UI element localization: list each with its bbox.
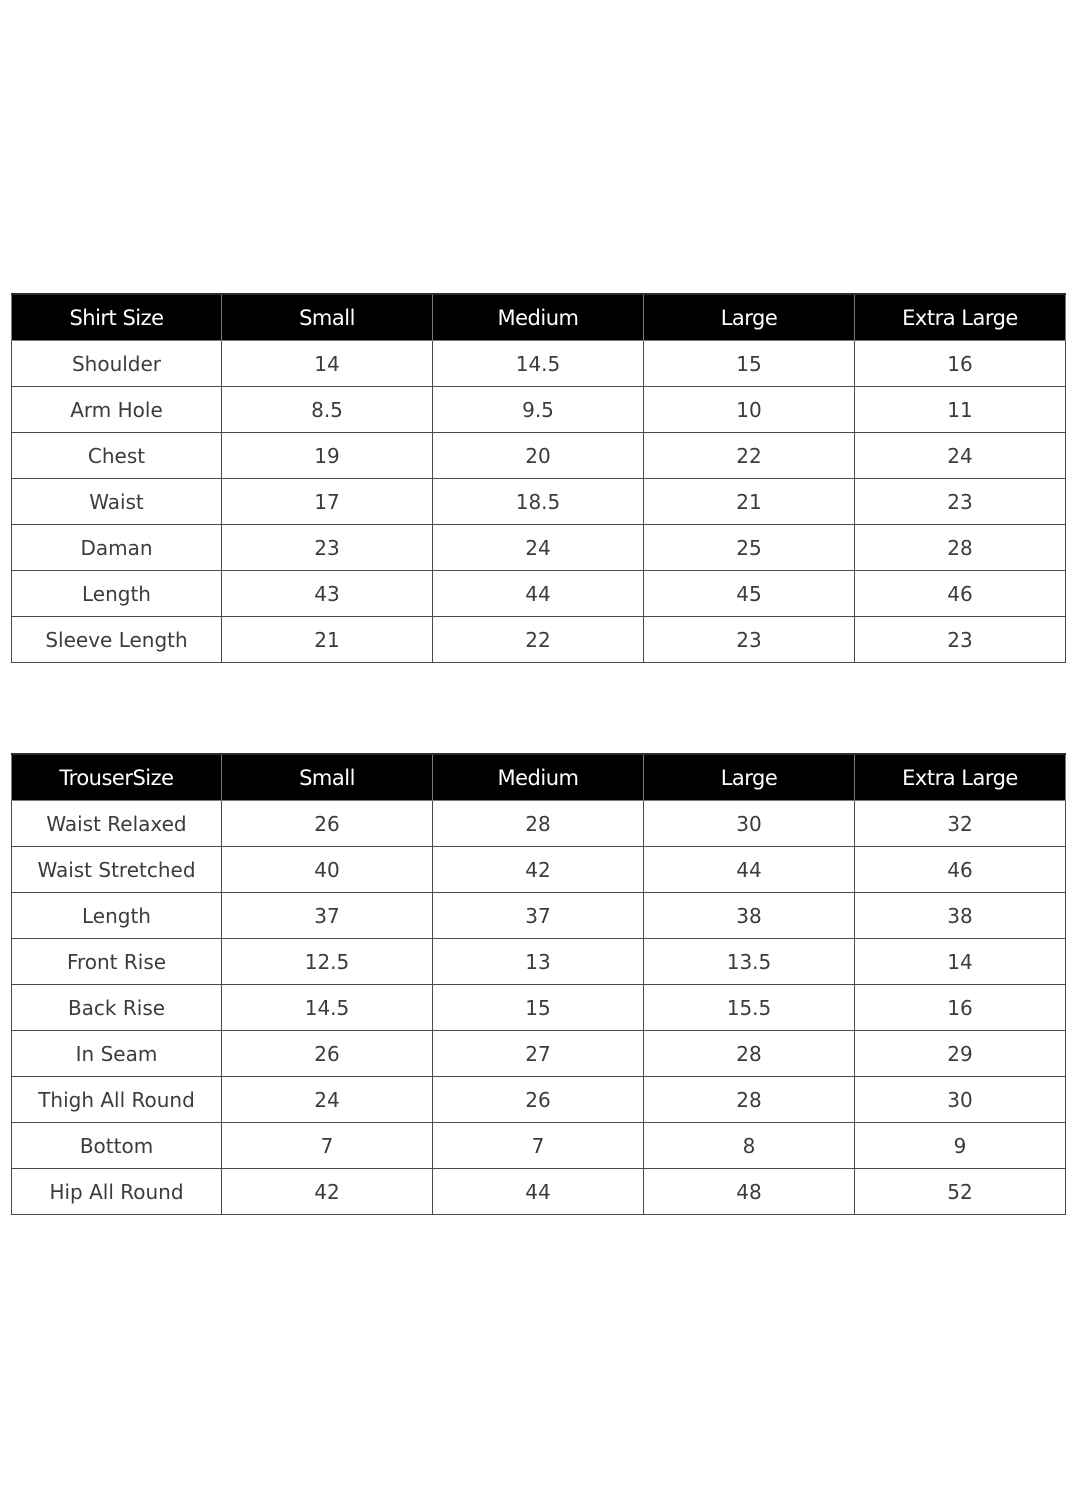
table-cell: 24 (433, 525, 644, 571)
table-cell: 22 (644, 433, 855, 479)
measurement-label: Front Rise (12, 939, 222, 985)
table-cell: 8.5 (222, 387, 433, 433)
measurement-label: Chest (12, 433, 222, 479)
table-cell: 7 (222, 1123, 433, 1169)
table-cell: 44 (644, 847, 855, 893)
table-cell: 28 (855, 525, 1066, 571)
table-cell: 19 (222, 433, 433, 479)
table-row (12, 341, 1066, 387)
table-cell: 9 (855, 1123, 1066, 1169)
table-cell: 26 (222, 801, 433, 847)
trouser-header-large: Large (644, 754, 855, 801)
table-cell: 15 (644, 341, 855, 387)
trouser-header-medium: Medium (433, 754, 644, 801)
shirt-header-row (12, 294, 1066, 341)
measurement-label: Waist (12, 479, 222, 525)
table-cell: 14.5 (222, 985, 433, 1031)
shirt-header-extra-large: Extra Large (855, 294, 1066, 341)
table-cell: 38 (644, 893, 855, 939)
table-cell: 40 (222, 847, 433, 893)
table-cell: 26 (222, 1031, 433, 1077)
table-row (12, 801, 1066, 847)
measurement-label: Length (12, 893, 222, 939)
table-cell: 23 (855, 617, 1066, 663)
table-cell: 10 (644, 387, 855, 433)
table-cell: 9.5 (433, 387, 644, 433)
table-cell: 23 (644, 617, 855, 663)
table-cell: 28 (433, 801, 644, 847)
trouser-size-table (11, 753, 1066, 1215)
trouser-header-extra-large: Extra Large (855, 754, 1066, 801)
table-cell: 28 (644, 1077, 855, 1123)
table-cell: 42 (222, 1169, 433, 1215)
measurement-label: In Seam (12, 1031, 222, 1077)
table-cell: 17 (222, 479, 433, 525)
table-row (12, 433, 1066, 479)
table-cell: 44 (433, 1169, 644, 1215)
table-cell: 22 (433, 617, 644, 663)
table-cell: 28 (644, 1031, 855, 1077)
table-cell: 24 (222, 1077, 433, 1123)
table-row (12, 387, 1066, 433)
table-cell: 26 (433, 1077, 644, 1123)
table-cell: 37 (433, 893, 644, 939)
table-cell: 29 (855, 1031, 1066, 1077)
table-cell: 16 (855, 985, 1066, 1031)
table-cell: 42 (433, 847, 644, 893)
trouser-header-row (12, 754, 1066, 801)
table-cell: 38 (855, 893, 1066, 939)
measurement-label: Back Rise (12, 985, 222, 1031)
shirt-header-small: Small (222, 294, 433, 341)
table-row (12, 847, 1066, 893)
table-cell: 14 (222, 341, 433, 387)
measurement-label: Length (12, 571, 222, 617)
measurement-label: Sleeve Length (12, 617, 222, 663)
measurement-label: Thigh All Round (12, 1077, 222, 1123)
table-cell: 23 (222, 525, 433, 571)
measurement-label: Waist Stretched (12, 847, 222, 893)
table-cell: 16 (855, 341, 1066, 387)
table-cell: 12.5 (222, 939, 433, 985)
table-cell: 48 (644, 1169, 855, 1215)
table-cell: 27 (433, 1031, 644, 1077)
table-row (12, 1169, 1066, 1215)
trouser-header-small: Small (222, 754, 433, 801)
table-cell: 7 (433, 1123, 644, 1169)
table-row (12, 479, 1066, 525)
table-cell: 14 (855, 939, 1066, 985)
shirt-header-size: Shirt Size (12, 294, 222, 341)
table-cell: 37 (222, 893, 433, 939)
measurement-label: Hip All Round (12, 1169, 222, 1215)
table-cell: 45 (644, 571, 855, 617)
measurement-label: Shoulder (12, 341, 222, 387)
table-row (12, 985, 1066, 1031)
shirt-size-table (11, 293, 1066, 663)
table-cell: 46 (855, 571, 1066, 617)
table-row (12, 893, 1066, 939)
measurement-label: Daman (12, 525, 222, 571)
shirt-header-large: Large (644, 294, 855, 341)
table-cell: 23 (855, 479, 1066, 525)
measurement-label: Waist Relaxed (12, 801, 222, 847)
table-cell: 18.5 (433, 479, 644, 525)
table-cell: 44 (433, 571, 644, 617)
table-cell: 43 (222, 571, 433, 617)
table-cell: 32 (855, 801, 1066, 847)
table-row (12, 939, 1066, 985)
table-cell: 15 (433, 985, 644, 1031)
table-cell: 21 (644, 479, 855, 525)
table-cell: 30 (855, 1077, 1066, 1123)
table-cell: 30 (644, 801, 855, 847)
table-cell: 11 (855, 387, 1066, 433)
table-cell: 25 (644, 525, 855, 571)
table-cell: 52 (855, 1169, 1066, 1215)
table-cell: 14.5 (433, 341, 644, 387)
table-row (12, 1123, 1066, 1169)
table-cell: 24 (855, 433, 1066, 479)
measurement-label: Bottom (12, 1123, 222, 1169)
table-row (12, 617, 1066, 663)
table-row (12, 1031, 1066, 1077)
table-row (12, 571, 1066, 617)
table-row (12, 525, 1066, 571)
measurement-label: Arm Hole (12, 387, 222, 433)
trouser-header-size: TrouserSize (12, 754, 222, 801)
shirt-header-medium: Medium (433, 294, 644, 341)
table-cell: 21 (222, 617, 433, 663)
table-row (12, 1077, 1066, 1123)
table-cell: 13 (433, 939, 644, 985)
table-cell: 46 (855, 847, 1066, 893)
table-cell: 20 (433, 433, 644, 479)
table-cell: 15.5 (644, 985, 855, 1031)
table-cell: 8 (644, 1123, 855, 1169)
table-cell: 13.5 (644, 939, 855, 985)
